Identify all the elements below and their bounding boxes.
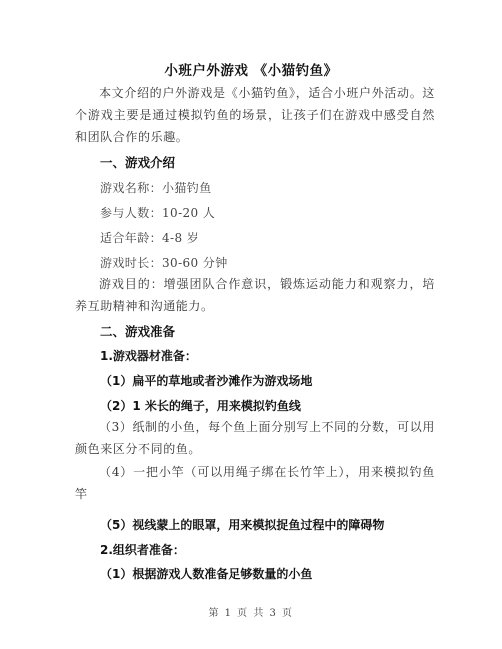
organizer-item-1: （1）根据游戏人数准备足够数量的小鱼: [100, 567, 313, 581]
equipment-item-5: （5）视线蒙上的眼罩，用来模拟捉鱼过程中的障碍物: [100, 518, 385, 532]
section-heading-game-prep: 二、游戏准备: [100, 324, 176, 339]
section-heading-game-intro: 一、游戏介绍: [100, 155, 176, 170]
organizer-subheading: 2.组织者准备：: [100, 543, 185, 557]
equipment-item-1: （1）扁平的草地或者沙滩作为游戏场地: [100, 374, 313, 388]
game-name-line: 游戏名称：小猫钓鱼: [100, 181, 212, 195]
intro-paragraph: 本文介绍的户外游戏是《小猫钓鱼》，适合小班户外活动。这个游戏主要是通过模拟钓鱼的场景，让孩子们在游戏中感受自然和团队合作的乐趣。: [75, 86, 435, 144]
equipment-item-4: （4）一把小竿（可以用绳子绑在长竹竿上），用来模拟钓鱼竿: [75, 465, 435, 501]
equipment-item-3: （3）纸制的小鱼，每个鱼上面分别写上不同的分数，可以用颜色来区分不同的鱼。: [75, 420, 435, 456]
goal-paragraph: 游戏目的：增强团队合作意识，锻炼运动能力和观察力，培养互助精神和沟通能力。: [75, 277, 435, 313]
duration-line: 游戏时长：30-60 分钟: [100, 256, 228, 270]
document-title: 小班户外游戏 《小猫钓鱼》: [164, 63, 338, 79]
equipment-item-2: （2）1 米长的绳子，用来模拟钓鱼线: [100, 399, 301, 413]
age-line: 适合年龄：4-8 岁: [100, 231, 200, 245]
page-footer: 第 1 页 共 3 页: [208, 608, 294, 619]
players-line: 参与人数：10-20 人: [100, 206, 216, 220]
equipment-subheading: 1.游戏器材准备：: [100, 349, 197, 363]
